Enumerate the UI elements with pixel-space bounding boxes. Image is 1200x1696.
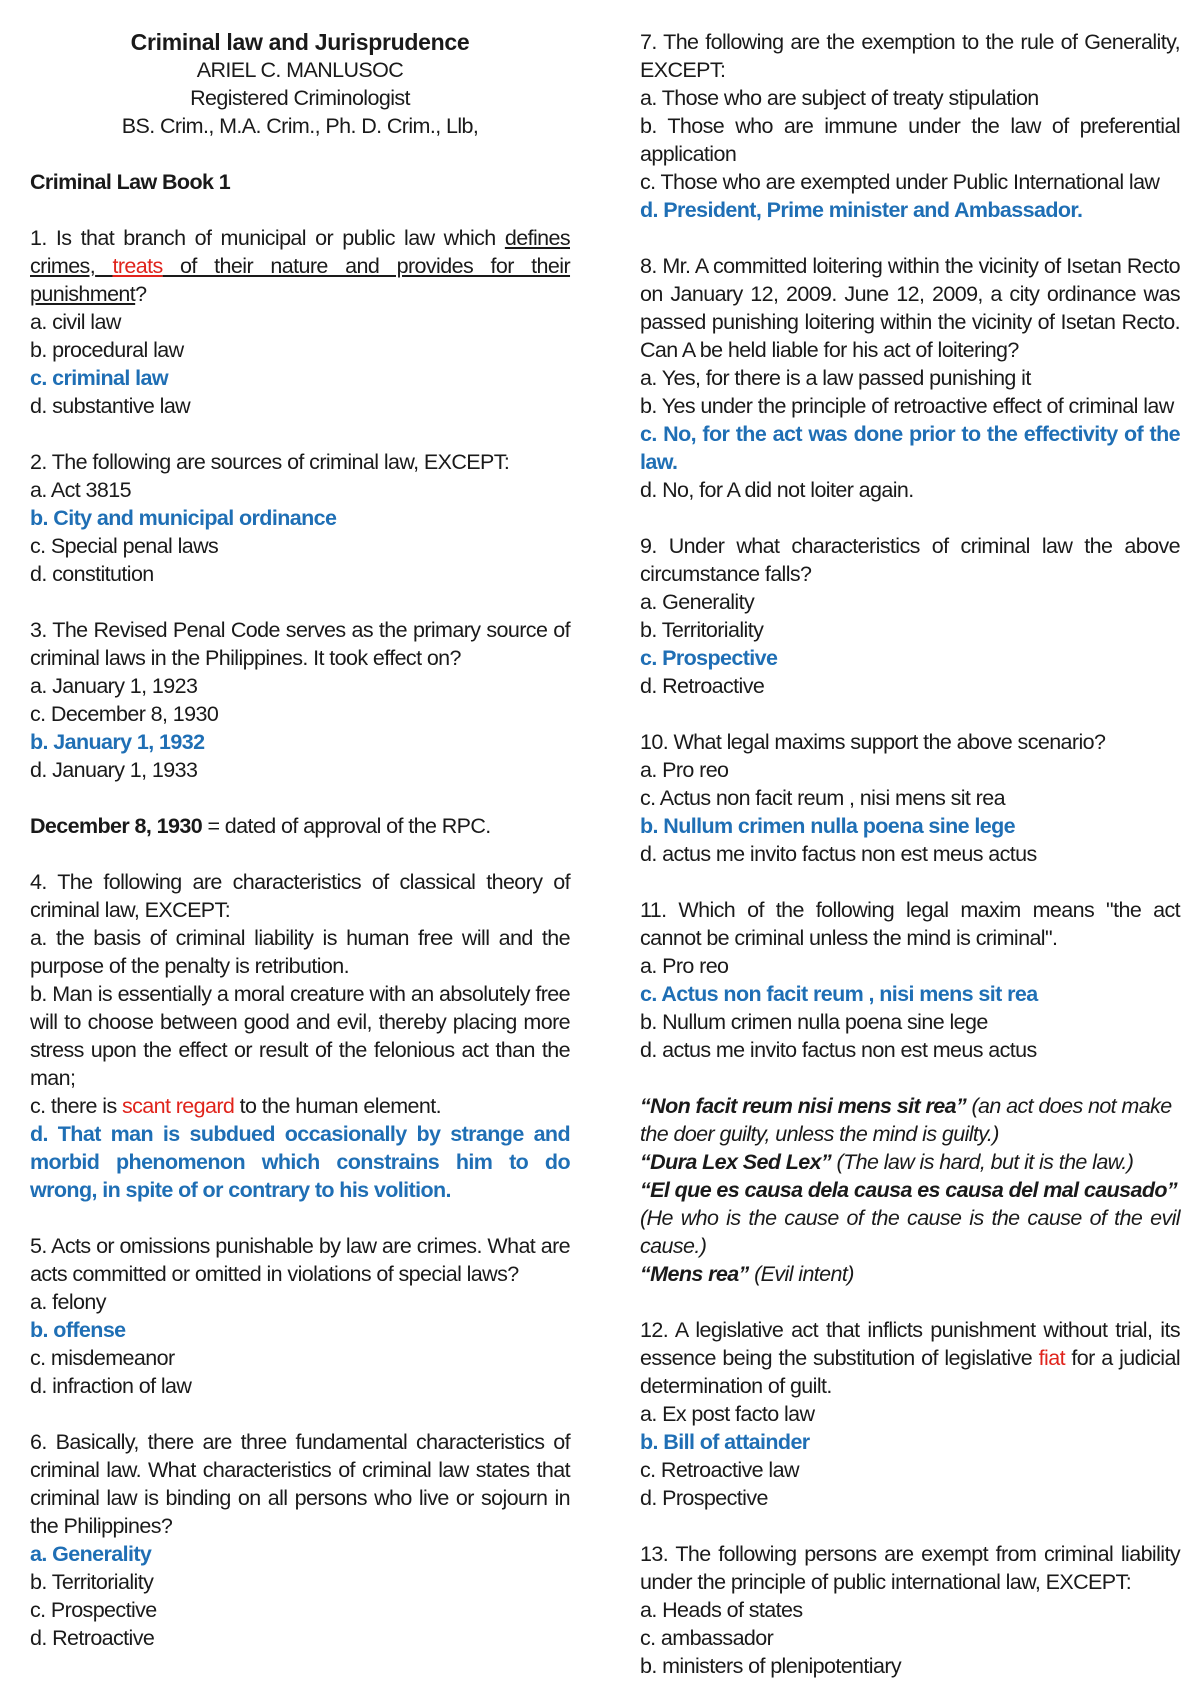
author-name: ARIEL C. MANLUSOC [196, 58, 404, 82]
q11-option-d: d. actus me invito factus non est meus actus [640, 1038, 1037, 1062]
question-1: 1. Is that branch of municipal or public law which defines crimes, treats of their nature and provides for their punishment? [30, 226, 571, 306]
question-12: 12. A legislative act that inflicts punishment without trial, its essence being the substitution of legislative fiat for a judicial determination of guilt. [640, 1318, 1180, 1398]
q10-option-c: c. Actus non facit reum , nisi mens sit rea [640, 786, 1005, 810]
q10-option-d: d. actus me invito factus non est meus actus [640, 842, 1037, 866]
q9-option-b: b. Territoriality [640, 618, 764, 642]
q4-answer: d. That man is subdued occasionally by strange and morbid phenomenon which constrains him to do wrong, in spite of or contrary to his volition. [30, 1122, 570, 1202]
q5-answer: b. offense [30, 1318, 126, 1342]
maxim-4: “Mens rea” (Evil intent) [640, 1262, 854, 1286]
q8-option-a: a. Yes, for there is a law passed punishing it [640, 366, 1031, 390]
question-7: 7. The following are the exemption to the rule of Generality, EXCEPT: [640, 30, 1180, 82]
question-9: 9. Under what characteristics of criminal law the above circumstance falls? [640, 534, 1180, 586]
maxim-1: “Non facit reum nisi mens sit rea” (an act does not make the doer guilty, unless the mind is guilty.) [640, 1094, 1172, 1146]
q5-option-d: d. infraction of law [30, 1374, 192, 1398]
left-column [30, 28, 570, 1652]
question-4: 4. The following are characteristics of classical theory of criminal law, EXCEPT: [30, 870, 570, 922]
section-title: Criminal Law Book 1 [30, 170, 231, 194]
question-2: 2. The following are sources of criminal law, EXCEPT: [30, 450, 510, 474]
question-5: 5. Acts or omissions punishable by law are crimes. What are acts committed or omitted in violations of special laws? [30, 1234, 570, 1286]
q7-answer: d. President, Prime minister and Ambassador. [640, 198, 1083, 222]
q6-option-b: b. Territoriality [30, 1570, 154, 1594]
q8-answer: c. No, for the act was done prior to the effectivity of the law. [640, 422, 1180, 474]
q7-option-c: c. Those who are exempted under Public International law [640, 170, 1160, 194]
q4-option-a: a. the basis of criminal liability is human free will and the purpose of the penalty is retribution. [30, 926, 570, 978]
maxim-3: “El que es causa dela causa es causa del mal causado” [640, 1178, 1178, 1202]
q12-option-a: a. Ex post facto law [640, 1402, 815, 1426]
q5-option-a: a. felony [30, 1290, 106, 1314]
question-10: 10. What legal maxims support the above scenario? [640, 730, 1106, 754]
q7-option-a: a. Those who are subject of treaty stipulation [640, 86, 1039, 110]
q13-option-b: b. ministers of plenipotentiary [640, 1654, 902, 1678]
q3-option-d: d. January 1, 1933 [30, 758, 198, 782]
q1-answer: c. criminal law [30, 366, 168, 390]
q6-answer: a. Generality [30, 1542, 152, 1566]
q2-option-d: d. constitution [30, 562, 154, 586]
q11-option-b: b. Nullum crimen nulla poena sine lege [640, 1010, 988, 1034]
q1-option-d: d. substantive law [30, 394, 191, 418]
question-13: 13. The following persons are exempt from criminal liability under the principle of public international law, EXCEPT: [640, 1542, 1180, 1594]
maxim-3-meaning: (He who is the cause of the cause is the cause of the evil cause.) [640, 1206, 1180, 1258]
q12-option-c: c. Retroactive law [640, 1458, 799, 1482]
q9-option-d: d. Retroactive [640, 674, 765, 698]
q7-option-b: b. Those who are immune under the law of preferential application [640, 114, 1180, 166]
q13-option-a: a. Heads of states [640, 1598, 803, 1622]
q3-option-a: a. January 1, 1923 [30, 674, 198, 698]
q1-option-b: b. procedural law [30, 338, 184, 362]
document-title: Criminal law and Jurisprudence [130, 29, 470, 55]
q8-option-b: b. Yes under the principle of retroactive effect of criminal law [640, 394, 1174, 418]
right-column [640, 28, 1180, 1680]
q4-option-b: b. Man is essentially a moral creature with an absolutely free will to choose between good and evil, thereby placing more stress upon the effect or result of the felonious act than the man; [30, 982, 570, 1090]
q10-answer: b. Nullum crimen nulla poena sine lege [640, 814, 1016, 838]
author-degrees: BS. Crim., M.A. Crim., Ph. D. Crim., Llb, [121, 114, 479, 138]
q13-option-c: c. ambassador [640, 1626, 774, 1650]
q9-option-a: a. Generality [640, 590, 755, 614]
q2-option-a: a. Act 3815 [30, 478, 131, 502]
q12-option-d: d. Prospective [640, 1486, 768, 1510]
q8-option-d: d. No, for A did not loiter again. [640, 478, 914, 502]
q1-option-a: a. civil law [30, 310, 121, 334]
q9-answer: c. Prospective [640, 646, 778, 670]
q6-option-d: d. Retroactive [30, 1626, 155, 1650]
question-8: 8. Mr. A committed loitering within the vicinity of Isetan Recto on January 12, 2009. June 12, 2009, a city ordinance was passed punishing loitering within the vicinity of Isetan Recto. Can A be held liable for his act of loitering? [640, 254, 1180, 362]
q12-answer: b. Bill of attainder [640, 1430, 810, 1454]
q5-option-c: c. misdemeanor [30, 1346, 175, 1370]
q3-option-c: c. December 8, 1930 [30, 702, 219, 726]
q4-option-c: c. there is scant regard to the human element. [30, 1094, 442, 1118]
author-role: Registered Criminologist [190, 86, 410, 110]
rpc-note: December 8, 1930 = dated of approval of the RPC. [30, 814, 491, 838]
maxim-2: “Dura Lex Sed Lex” (The law is hard, but it is the law.) [640, 1150, 1134, 1174]
q2-option-c: c. Special penal laws [30, 534, 219, 558]
q10-option-a: a. Pro reo [640, 758, 729, 782]
question-6: 6. Basically, there are three fundamental characteristics of criminal law. What characteristics of criminal law states that criminal law is binding on all persons who live or sojourn in the Philippines? [30, 1430, 570, 1538]
q3-answer: b. January 1, 1932 [30, 730, 205, 754]
question-3: 3. The Revised Penal Code serves as the primary source of criminal laws in the Philippines. It took effect on? [30, 618, 570, 670]
q2-answer: b. City and municipal ordinance [30, 506, 337, 530]
q6-option-c: c. Prospective [30, 1598, 157, 1622]
q11-option-a: a. Pro reo [640, 954, 729, 978]
question-11: 11. Which of the following legal maxim means "the act cannot be criminal unless the mind is criminal". [640, 898, 1180, 950]
q11-answer: c. Actus non facit reum , nisi mens sit rea [640, 982, 1038, 1006]
